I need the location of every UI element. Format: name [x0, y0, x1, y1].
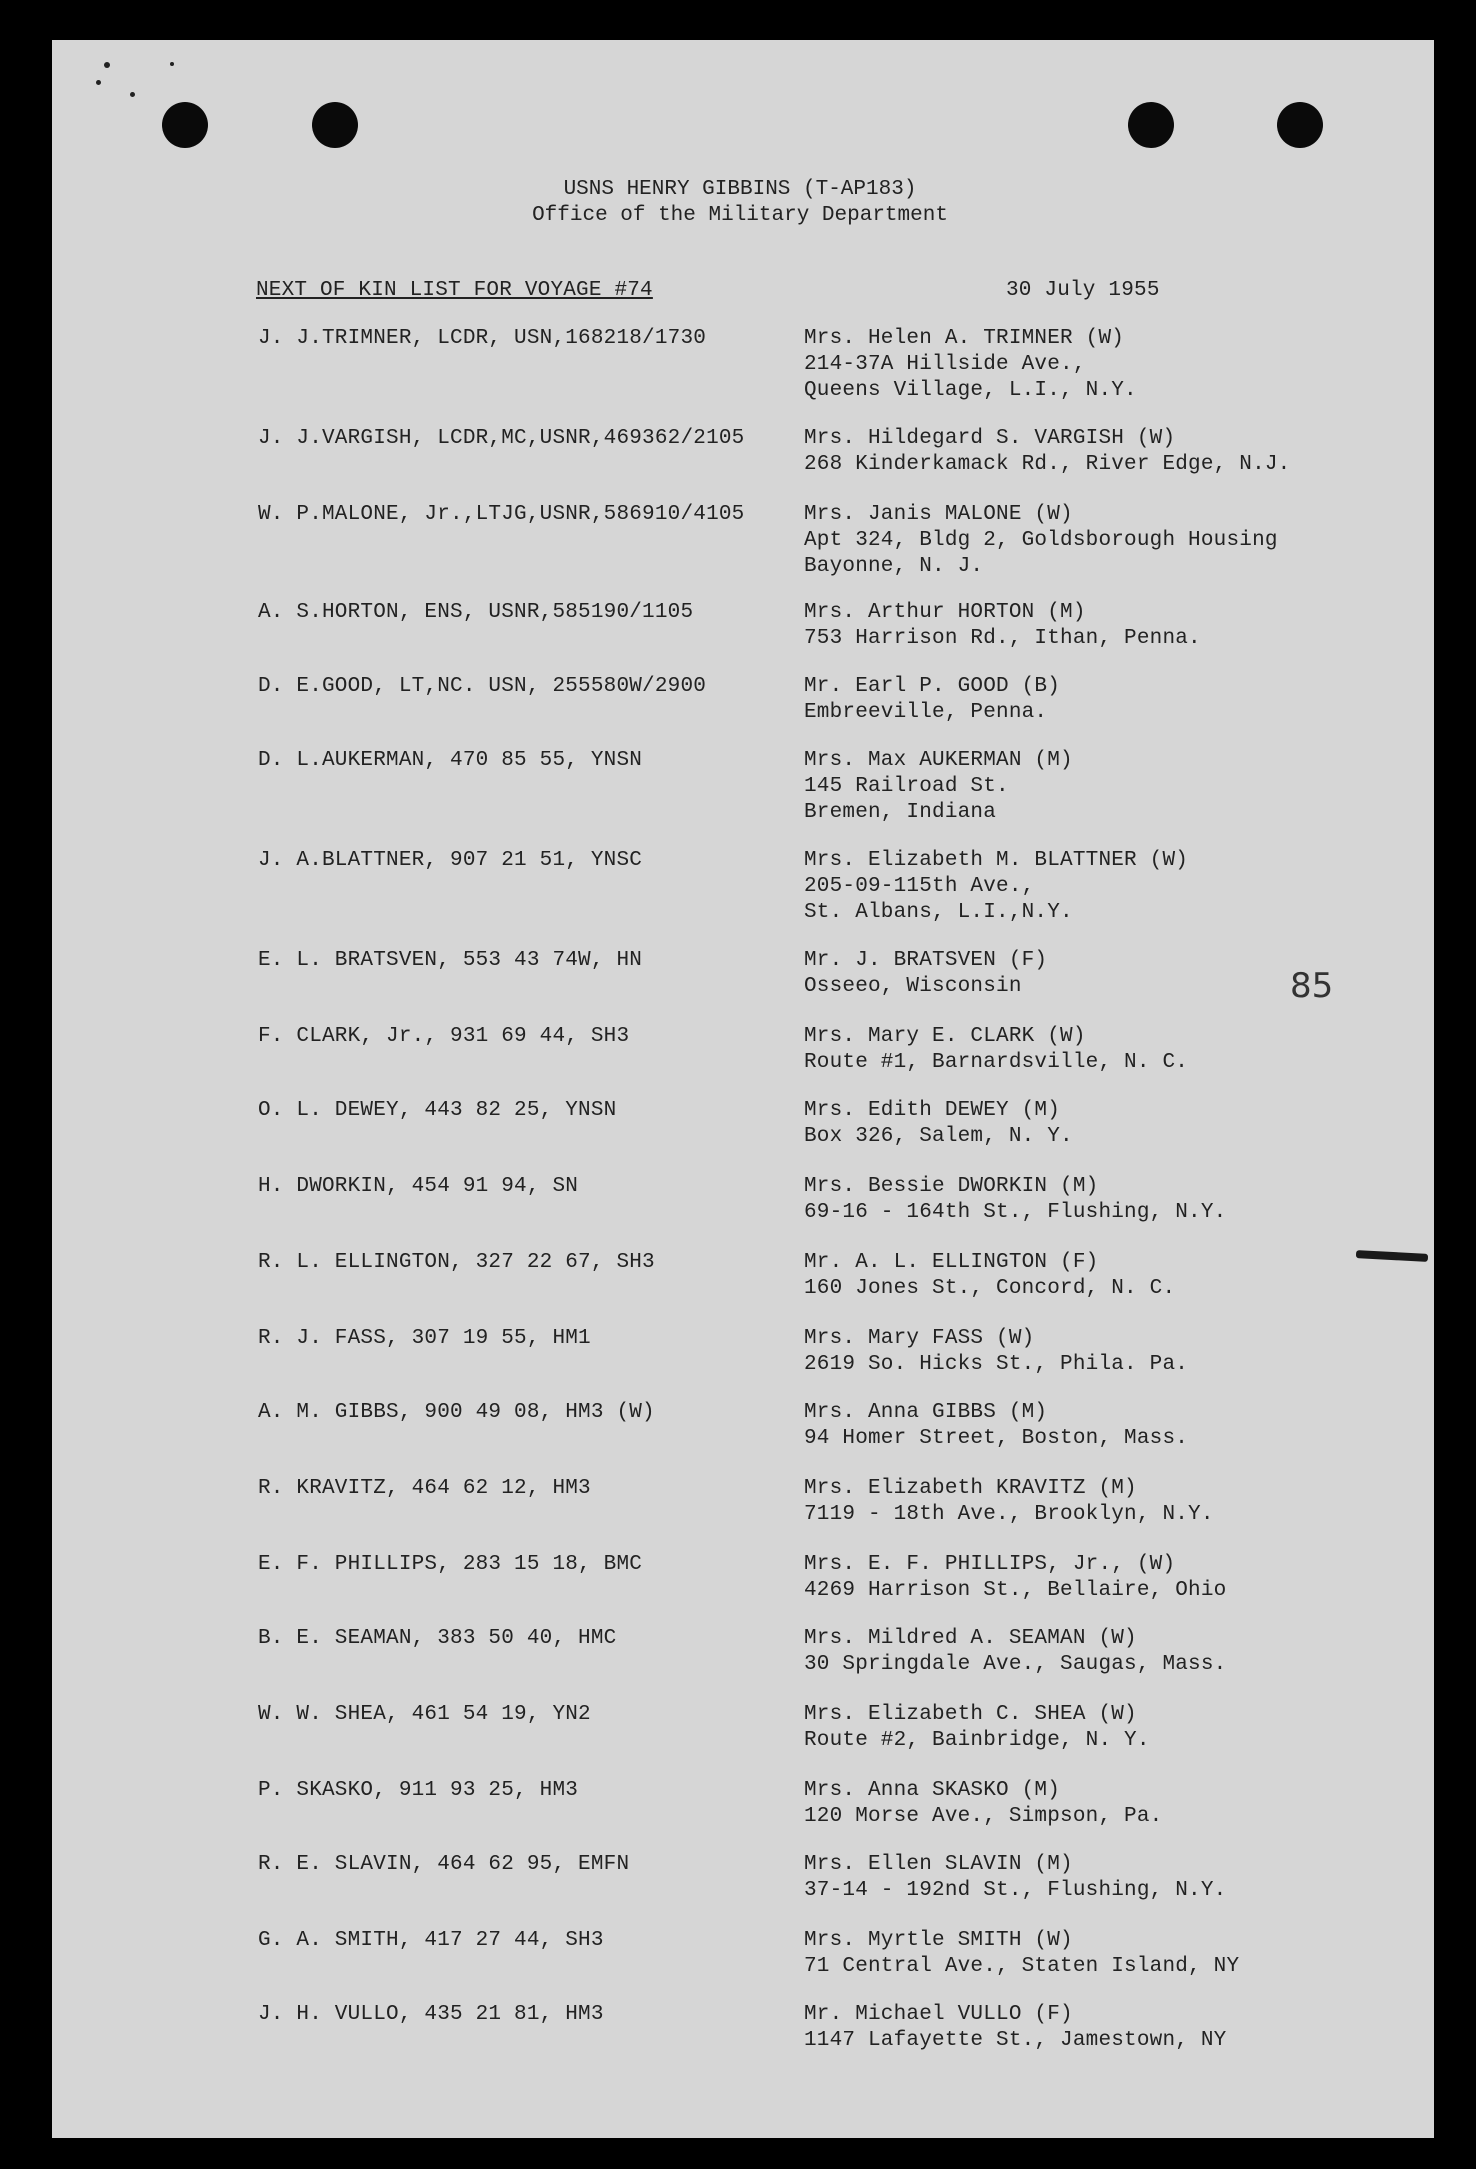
service-member: E. F. PHILLIPS, 283 15 18, BMC — [258, 1553, 643, 1576]
next-of-kin-name: Mrs. Elizabeth M. BLATTNER (W) — [804, 849, 1189, 872]
next-of-kin-address: 71 Central Ave., Staten Island, NY — [804, 1955, 1240, 1978]
next-of-kin-address: Route #2, Bainbridge, N. Y. — [804, 1729, 1150, 1752]
next-of-kin-name: Mrs. Mildred A. SEAMAN (W) — [804, 1627, 1137, 1650]
service-member: J. A.BLATTNER, 907 21 51, YNSC — [258, 849, 643, 872]
next-of-kin-name: Mr. A. L. ELLINGTON (F) — [804, 1251, 1099, 1274]
service-member: W. P.MALONE, Jr.,LTJG,USNR,586910/4105 — [258, 503, 745, 526]
service-member: G. A. SMITH, 417 27 44, SH3 — [258, 1929, 604, 1952]
next-of-kin-address: Box 326, Salem, N. Y. — [804, 1125, 1073, 1148]
service-member: H. DWORKIN, 454 91 94, SN — [258, 1175, 579, 1198]
service-member: D. L.AUKERMAN, 470 85 55, YNSN — [258, 749, 643, 772]
header-line-2: Office of the Military Department — [532, 204, 948, 227]
speck — [130, 92, 135, 97]
next-of-kin-address: Bayonne, N. J. — [804, 555, 984, 578]
service-member: R. L. ELLINGTON, 327 22 67, SH3 — [258, 1251, 655, 1274]
service-member: J. J.TRIMNER, LCDR, USN,168218/1730 — [258, 327, 707, 350]
speck — [96, 80, 101, 85]
service-member: A. M. GIBBS, 900 49 08, HM3 (W) — [258, 1401, 655, 1424]
next-of-kin-address: St. Albans, L.I.,N.Y. — [804, 901, 1073, 924]
next-of-kin-address: 37-14 - 192nd St., Flushing, N.Y. — [804, 1879, 1227, 1902]
next-of-kin-name: Mrs. Myrtle SMITH (W) — [804, 1929, 1073, 1952]
next-of-kin-address: 145 Railroad St. — [804, 775, 1009, 798]
next-of-kin-address: 160 Jones St., Concord, N. C. — [804, 1277, 1176, 1300]
next-of-kin-name: Mrs. Mary FASS (W) — [804, 1327, 1035, 1350]
service-member: O. L. DEWEY, 443 82 25, YNSN — [258, 1099, 617, 1122]
next-of-kin-address: 1147 Lafayette St., Jamestown, NY — [804, 2029, 1227, 2052]
next-of-kin-address: 120 Morse Ave., Simpson, Pa. — [804, 1805, 1163, 1828]
next-of-kin-name: Mr. J. BRATSVEN (F) — [804, 949, 1048, 972]
service-member: P. SKASKO, 911 93 25, HM3 — [258, 1779, 579, 1802]
speck — [104, 62, 110, 68]
next-of-kin-address: 214-37A Hillside Ave., — [804, 353, 1086, 376]
next-of-kin-name: Mrs. Hildegard S. VARGISH (W) — [804, 427, 1176, 450]
next-of-kin-name: Mrs. Mary E. CLARK (W) — [804, 1025, 1086, 1048]
service-member: D. E.GOOD, LT,NC. USN, 255580W/2900 — [258, 675, 707, 698]
speck — [170, 62, 174, 66]
service-member: R. E. SLAVIN, 464 62 95, EMFN — [258, 1853, 630, 1876]
next-of-kin-address: 268 Kinderkamack Rd., River Edge, N.J. — [804, 453, 1291, 476]
next-of-kin-address: Queens Village, L.I., N.Y. — [804, 379, 1137, 402]
next-of-kin-address: 30 Springdale Ave., Saugas, Mass. — [804, 1653, 1227, 1676]
next-of-kin-name: Mrs. Helen A. TRIMNER (W) — [804, 327, 1125, 350]
next-of-kin-name: Mrs. Max AUKERMAN (M) — [804, 749, 1073, 772]
next-of-kin-address: Osseeo, Wisconsin — [804, 975, 1022, 998]
next-of-kin-name: Mrs. Arthur HORTON (M) — [804, 601, 1086, 624]
page-number: 85 — [1290, 966, 1334, 1006]
next-of-kin-address: 94 Homer Street, Boston, Mass. — [804, 1427, 1189, 1450]
next-of-kin-address: Apt 324, Bldg 2, Goldsborough Housing — [804, 529, 1278, 552]
next-of-kin-address: Embreeville, Penna. — [804, 701, 1048, 724]
service-member: W. W. SHEA, 461 54 19, YN2 — [258, 1703, 591, 1726]
next-of-kin-name: Mrs. Edith DEWEY (M) — [804, 1099, 1061, 1122]
next-of-kin-name: Mr. Earl P. GOOD (B) — [804, 675, 1061, 698]
next-of-kin-address: 2619 So. Hicks St., Phila. Pa. — [804, 1353, 1189, 1376]
punch-hole-4 — [1277, 102, 1323, 148]
next-of-kin-name: Mrs. Elizabeth C. SHEA (W) — [804, 1703, 1137, 1726]
service-member: F. CLARK, Jr., 931 69 44, SH3 — [258, 1025, 630, 1048]
document-page — [52, 40, 1434, 2138]
next-of-kin-address: Route #1, Barnardsville, N. C. — [804, 1051, 1189, 1074]
service-member: J. J.VARGISH, LCDR,MC,USNR,469362/2105 — [258, 427, 745, 450]
next-of-kin-address: Bremen, Indiana — [804, 801, 997, 824]
punch-hole-2 — [312, 102, 358, 148]
next-of-kin-name: Mrs. E. F. PHILLIPS, Jr., (W) — [804, 1553, 1176, 1576]
list-date: 30 July 1955 — [1006, 279, 1160, 302]
service-member: J. H. VULLO, 435 21 81, HM3 — [258, 2003, 604, 2026]
next-of-kin-name: Mrs. Anna SKASKO (M) — [804, 1779, 1061, 1802]
next-of-kin-name: Mrs. Ellen SLAVIN (M) — [804, 1853, 1073, 1876]
next-of-kin-address: 69-16 - 164th St., Flushing, N.Y. — [804, 1201, 1227, 1224]
list-title: NEXT OF KIN LIST FOR VOYAGE #74 — [256, 279, 653, 302]
punch-hole-1 — [162, 102, 208, 148]
next-of-kin-name: Mrs. Anna GIBBS (M) — [804, 1401, 1048, 1424]
service-member: A. S.HORTON, ENS, USNR,585190/1105 — [258, 601, 694, 624]
next-of-kin-name: Mrs. Bessie DWORKIN (M) — [804, 1175, 1099, 1198]
header-line-1: USNS HENRY GIBBINS (T-AP183) — [563, 178, 917, 201]
service-member: E. L. BRATSVEN, 553 43 74W, HN — [258, 949, 643, 972]
next-of-kin-name: Mrs. Janis MALONE (W) — [804, 503, 1073, 526]
next-of-kin-address: 4269 Harrison St., Bellaire, Ohio — [804, 1579, 1227, 1602]
next-of-kin-name: Mrs. Elizabeth KRAVITZ (M) — [804, 1477, 1137, 1500]
service-member: R. KRAVITZ, 464 62 12, HM3 — [258, 1477, 591, 1500]
next-of-kin-address: 205-09-115th Ave., — [804, 875, 1035, 898]
next-of-kin-address: 753 Harrison Rd., Ithan, Penna. — [804, 627, 1201, 650]
punch-hole-3 — [1128, 102, 1174, 148]
next-of-kin-address: 7119 - 18th Ave., Brooklyn, N.Y. — [804, 1503, 1214, 1526]
service-member: R. J. FASS, 307 19 55, HM1 — [258, 1327, 591, 1350]
next-of-kin-name: Mr. Michael VULLO (F) — [804, 2003, 1073, 2026]
service-member: B. E. SEAMAN, 383 50 40, HMC — [258, 1627, 617, 1650]
